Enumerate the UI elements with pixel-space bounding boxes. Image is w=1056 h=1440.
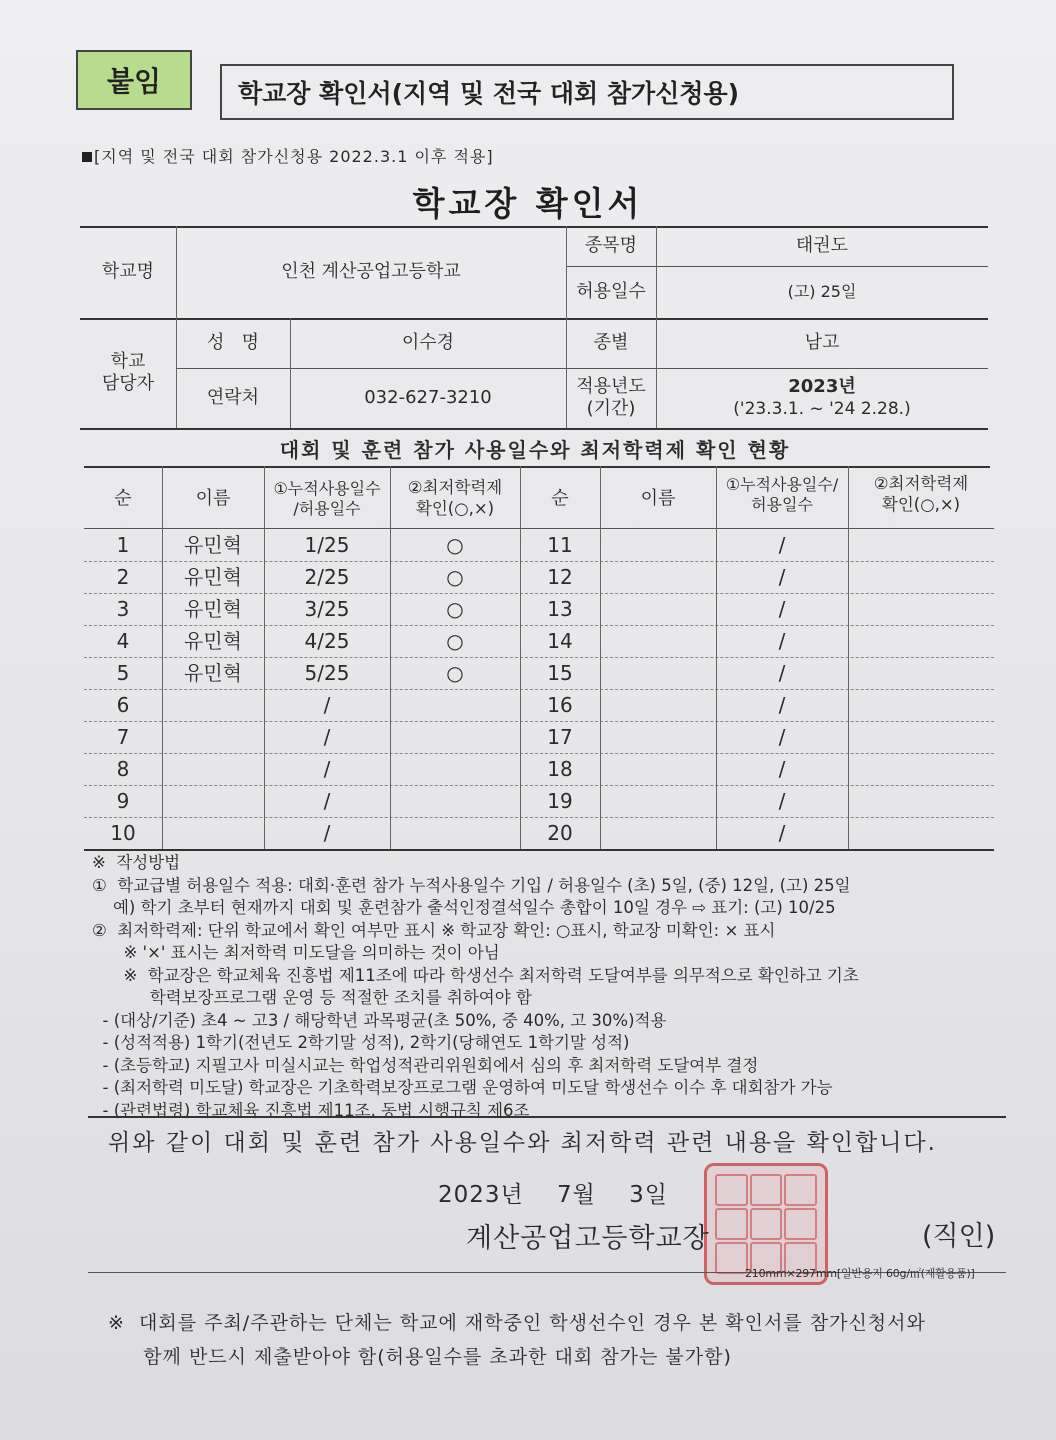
note-line: - (관련법령) 학교체육 진흥법 제11조, 동법 시행규칙 제6조 — [92, 1100, 530, 1120]
cell-days: / — [323, 693, 331, 717]
period-range: ('23.3.1. ~ '24 2.28.) — [733, 398, 911, 419]
cell-mark: ○ — [446, 597, 464, 621]
cell-name — [600, 594, 716, 625]
cell-name: 유민혁 — [184, 629, 242, 653]
cell-days: / — [778, 725, 786, 749]
header-no-2: 순 — [551, 487, 569, 509]
header-academic-2: ②최저학력제 확인(○,×) — [873, 474, 969, 514]
category-value: 남고 — [804, 331, 840, 353]
header-days-2: ①누적사용일수/ 허용일수 — [725, 475, 839, 514]
header-academic: ②최저학력제 확인(○,×) — [407, 478, 503, 518]
cell-mark: ○ — [446, 629, 464, 653]
cell-days: 5/25 — [304, 661, 350, 685]
cell-name: 유민혁 — [184, 565, 242, 589]
cell-no: 9 — [116, 789, 130, 813]
note-line: ※ '×' 표시는 최저학력 미도달을 의미하는 것이 아님 — [92, 943, 500, 962]
rule — [80, 428, 988, 430]
name-value: 이수경 — [401, 331, 455, 353]
cell-name — [600, 722, 716, 753]
allowed-days-value: (고) 25일 — [787, 282, 857, 301]
cell-mark — [848, 658, 994, 689]
cell-mark — [848, 818, 994, 849]
cell-mark — [848, 530, 994, 561]
cell-name — [162, 754, 264, 785]
instructions — [92, 852, 1012, 1122]
cell-no: 6 — [116, 693, 130, 717]
rule — [84, 528, 994, 529]
note-line: ② 최저학력제: 단위 학교에서 확인 여부만 표시 ※ 학교장 확인: ○표시, 학교장 미확인: × 표시 — [92, 920, 776, 940]
seal-label: (직인) — [922, 1221, 996, 1252]
cell-mark — [848, 754, 994, 785]
cell-name — [600, 818, 716, 849]
phone-label: 연락처 — [206, 386, 260, 408]
cell-name: 유민혁 — [184, 533, 242, 557]
cell-name — [600, 690, 716, 721]
cell-no: 19 — [547, 789, 573, 813]
section-title: 대회 및 훈련 참가 사용일수와 최저학력제 확인 현황 — [279, 438, 791, 462]
cell-no: 4 — [116, 629, 130, 653]
cell-no: 11 — [547, 533, 573, 557]
applicability-note — [82, 144, 494, 167]
note-line: ① 학교급별 허용일수 적용: 대회·훈련 참가 누적사용일수 기입 / 허용일수 (초) 5일, (중) 12일, (고) 25일 — [92, 875, 851, 895]
header-days: ①누적사용일수 /허용일수 — [273, 479, 381, 518]
cell-no: 8 — [116, 757, 130, 781]
cell-mark — [390, 786, 520, 817]
cell-days: / — [778, 629, 786, 653]
submission-note — [108, 1306, 926, 1374]
note-line: 학력보장프로그램 운영 등 적절한 조치를 취하여야 함 — [92, 988, 532, 1007]
cell-days: / — [323, 757, 331, 781]
name-label: 성 명 — [207, 331, 259, 353]
cell-mark — [848, 626, 994, 657]
cell-no: 20 — [547, 821, 573, 845]
cell-no: 16 — [547, 693, 573, 717]
cell-no: 3 — [116, 597, 130, 621]
cell-mark: ○ — [446, 565, 464, 589]
cell-no: 12 — [547, 565, 573, 589]
note-line: - (성적적용) 1학기(전년도 2학기말 성적), 2학기(당해연도 1학기말 성적) — [92, 1033, 630, 1052]
cell-days: 2/25 — [304, 565, 350, 589]
cell-days: 1/25 — [304, 533, 350, 557]
note-line: ※ 학교장은 학교체육 진흥법 제11조에 따라 학생선수 최저학력 도달여부를 의무적으로 확인하고 기초 — [92, 965, 859, 985]
cell-mark — [848, 594, 994, 625]
cell-name — [162, 690, 264, 721]
cell-no: 7 — [116, 725, 130, 749]
cell-no: 1 — [116, 533, 130, 557]
allowed-days-label: 허용일수 — [576, 280, 646, 302]
cell-mark — [848, 690, 994, 721]
phone-value: 032-627-3210 — [364, 386, 492, 408]
cell-days: / — [778, 565, 786, 589]
cell-mark — [848, 786, 994, 817]
cell-days: 3/25 — [304, 597, 350, 621]
cell-mark — [848, 722, 994, 753]
event-value: 태권도 — [795, 234, 849, 256]
cell-days: / — [323, 725, 331, 749]
cell-days: / — [778, 661, 786, 685]
period-label: 적용년도 (기간) — [576, 375, 646, 419]
cell-no: 15 — [547, 661, 573, 685]
contact-person-label: 학교 담당자 — [101, 350, 155, 394]
cell-name — [162, 818, 264, 849]
attachment-title: 학교장 확인서(지역 및 전국 대회 참가신청용) — [220, 64, 954, 120]
note-line: 예) 학기 초부터 현재까지 대회 및 훈련참가 출석인정결석일수 총합이 10일 경우 ⇨ 표기: (고) 10/25 — [92, 898, 836, 917]
school-value: 인천 계산공업고등학교 — [281, 260, 461, 282]
issue-date: 2023년 7월 3일 — [438, 1182, 668, 1208]
cell-mark — [390, 722, 520, 753]
cell-mark — [390, 818, 520, 849]
submission-note-line: 함께 반드시 제출받아야 함(허용일수를 초과한 대회 참가는 불가함) — [108, 1346, 732, 1368]
divider — [88, 1116, 1006, 1118]
cell-no: 5 — [116, 661, 130, 685]
cell-days: / — [778, 789, 786, 813]
cell-days: / — [778, 693, 786, 717]
period-year: 2023년 — [788, 376, 856, 398]
cell-no: 17 — [547, 725, 573, 749]
cell-days: / — [778, 597, 786, 621]
period-value — [656, 368, 988, 428]
cell-name — [600, 530, 716, 561]
cell-no: 13 — [547, 597, 573, 621]
cell-name: 유민혁 — [184, 597, 242, 621]
cell-name — [600, 786, 716, 817]
cell-name — [600, 562, 716, 593]
rule — [84, 849, 994, 851]
cell-mark: ○ — [446, 533, 464, 557]
cell-mark: ○ — [446, 661, 464, 685]
note-line: - (대상/기준) 초4 ~ 고3 / 해당학년 과목평균(초 50%, 중 40%, 고 30%)적용 — [92, 1010, 667, 1030]
page-title: 학교장 확인서 — [412, 184, 644, 223]
header-name: 이름 — [195, 487, 231, 509]
note-line: ※ 작성방법 — [92, 853, 181, 872]
cell-no: 10 — [110, 821, 136, 845]
principal-name: 계산공업고등학교장 — [466, 1223, 710, 1254]
note-line: - (최저학력 미도달) 학교장은 기초학력보장프로그램 운영하여 미도달 학생선수 이수 후 대회참가 가능 — [92, 1078, 833, 1097]
cell-days: / — [778, 757, 786, 781]
cell-days: / — [323, 789, 331, 813]
cell-days: 4/25 — [304, 629, 350, 653]
square-bullet-icon — [82, 152, 92, 162]
cell-no: 18 — [547, 757, 573, 781]
cell-days: / — [323, 821, 331, 845]
cell-mark — [390, 754, 520, 785]
cell-days: / — [778, 533, 786, 557]
submission-note-line: ※ 대회를 주최/주관하는 단체는 학교에 재학중인 학생선수인 경우 본 확인서를 참가신청서와 — [108, 1312, 926, 1334]
cell-no: 2 — [116, 565, 130, 589]
cell-name — [600, 626, 716, 657]
cell-name — [600, 754, 716, 785]
cell-name: 유민혁 — [184, 661, 242, 685]
cell-no: 14 — [547, 629, 573, 653]
cell-mark — [390, 690, 520, 721]
paper-spec: 210mm×297mm[일반용지 60g/㎡(재활용품)] — [745, 1267, 975, 1280]
event-label: 종목명 — [584, 234, 638, 256]
category-label: 종별 — [593, 331, 629, 353]
header-name-2: 이름 — [640, 487, 676, 509]
attachment-badge: 붙임 — [76, 50, 192, 110]
cell-name — [162, 786, 264, 817]
confirmation-statement: 위와 같이 대회 및 훈련 참가 사용일수와 최저학력 관련 내용을 확인합니다. — [108, 1130, 937, 1156]
school-label: 학교명 — [101, 260, 155, 282]
cell-mark — [848, 562, 994, 593]
applicability-note-text: [지역 및 전국 대회 참가신청용 2022.3.1 이후 적용] — [94, 147, 494, 166]
cell-name — [162, 722, 264, 753]
cell-days: / — [778, 821, 786, 845]
note-line: - (초등학교) 지필고사 미실시교는 학업성적관리위원회에서 심의 후 최저학력 도달여부 결정 — [92, 1055, 759, 1075]
header-no: 순 — [114, 487, 132, 509]
cell-name — [600, 658, 716, 689]
